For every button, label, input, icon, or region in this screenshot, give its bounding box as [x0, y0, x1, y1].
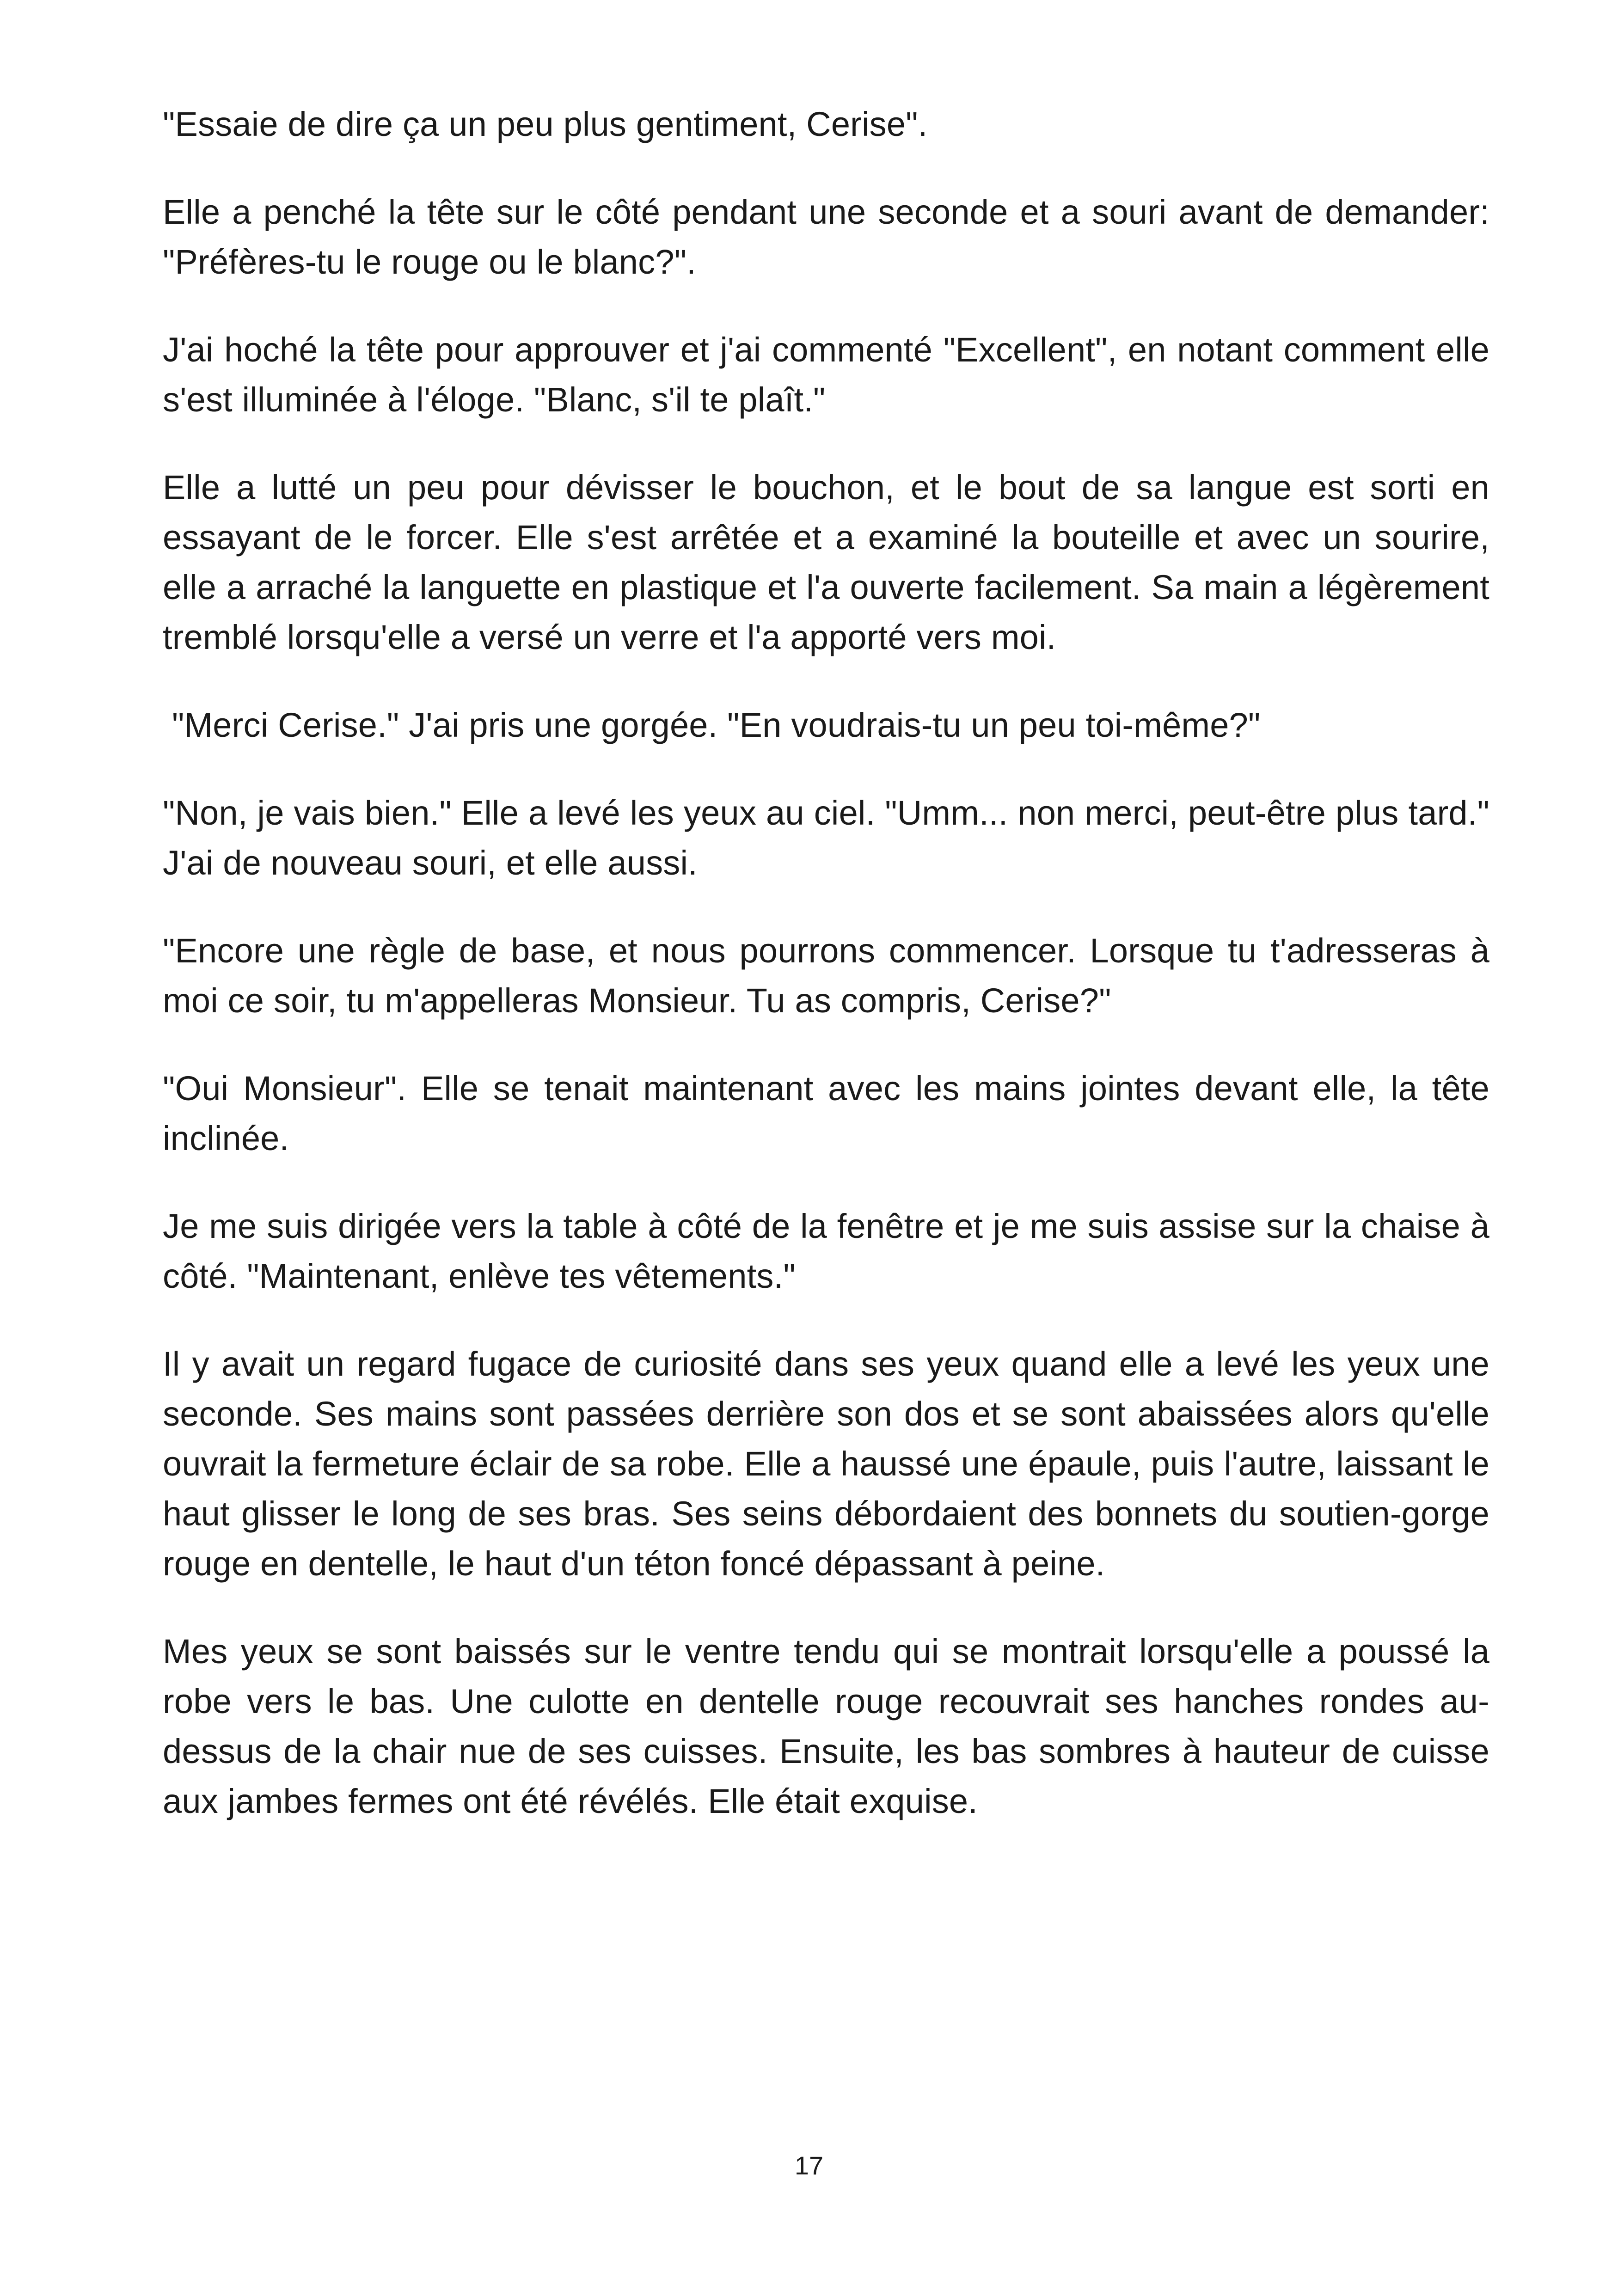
paragraph: "Oui Monsieur". Elle se tenait maintenant avec les mains jointes devant elle, la tête inclinée. — [163, 1069, 1489, 1157]
paragraph: Mes yeux se sont baissés sur le ventre tendu qui se montrait lorsqu'elle a poussé la robe vers le bas. Une culotte en dentelle rouge recouvrait ses hanches rondes au-dessus de la chair nue de ses cuisses. Ensuite, les bas sombres à hauteur de cuisse aux jambes fermes ont été révélés. Elle était exquise. — [163, 1632, 1489, 1820]
paragraph: Elle a lutté un peu pour dévisser le bouchon, et le bout de sa langue est sorti en essayant de le forcer. Elle s'est arrêtée et a examiné la bouteille et avec un sourire, elle a arraché la languette en plastique et l'a ouverte facilement. Sa main a légèrement tremblé lorsqu'elle a versé un verre et l'a apporté vers moi. — [163, 468, 1489, 656]
paragraph: J'ai hoché la tête pour approuver et j'ai commenté "Excellent", en notant comment elle s'est illuminée à l'éloge. "Blanc, s'il te plaît." — [163, 331, 1489, 419]
paragraph: Elle a penché la tête sur le côté pendant une seconde et a souri avant de demander: "Préfères-tu le rouge ou le blanc?". — [163, 193, 1489, 281]
body-text — [163, 99, 1489, 1864]
paragraph: "Non, je vais bien." Elle a levé les yeux au ciel. "Umm... non merci, peut-être plus tard." J'ai de nouveau souri, et elle aussi. — [163, 794, 1489, 882]
paragraph: Il y avait un regard fugace de curiosité dans ses yeux quand elle a levé les yeux une seconde. Ses mains sont passées derrière son dos et se sont abaissées alors qu'elle ouvrait la fermeture éclair de sa robe. Elle a haussé une épaule, puis l'autre, laissant le haut glisser le long de ses bras. Ses seins débordaient des bonnets du soutien-gorge rouge en dentelle, le haut d'un téton foncé dépassant à peine. — [163, 1345, 1489, 1583]
page-number: 17 — [794, 2151, 824, 2180]
paragraph: "Essaie de dire ça un peu plus gentiment, Cerise". — [163, 105, 928, 143]
paragraph: "Encore une règle de base, et nous pourrons commencer. Lorsque tu t'adresseras à moi ce soir, tu m'appelleras Monsieur. Tu as compris, Cerise?" — [163, 931, 1489, 1020]
paragraph: Je me suis dirigée vers la table à côté de la fenêtre et je me suis assise sur la chaise à côté. "Maintenant, enlève tes vêtements." — [163, 1207, 1489, 1295]
paragraph: "Merci Cerise." J'ai pris une gorgée. "En voudrais-tu un peu toi-même?" — [172, 706, 1261, 744]
